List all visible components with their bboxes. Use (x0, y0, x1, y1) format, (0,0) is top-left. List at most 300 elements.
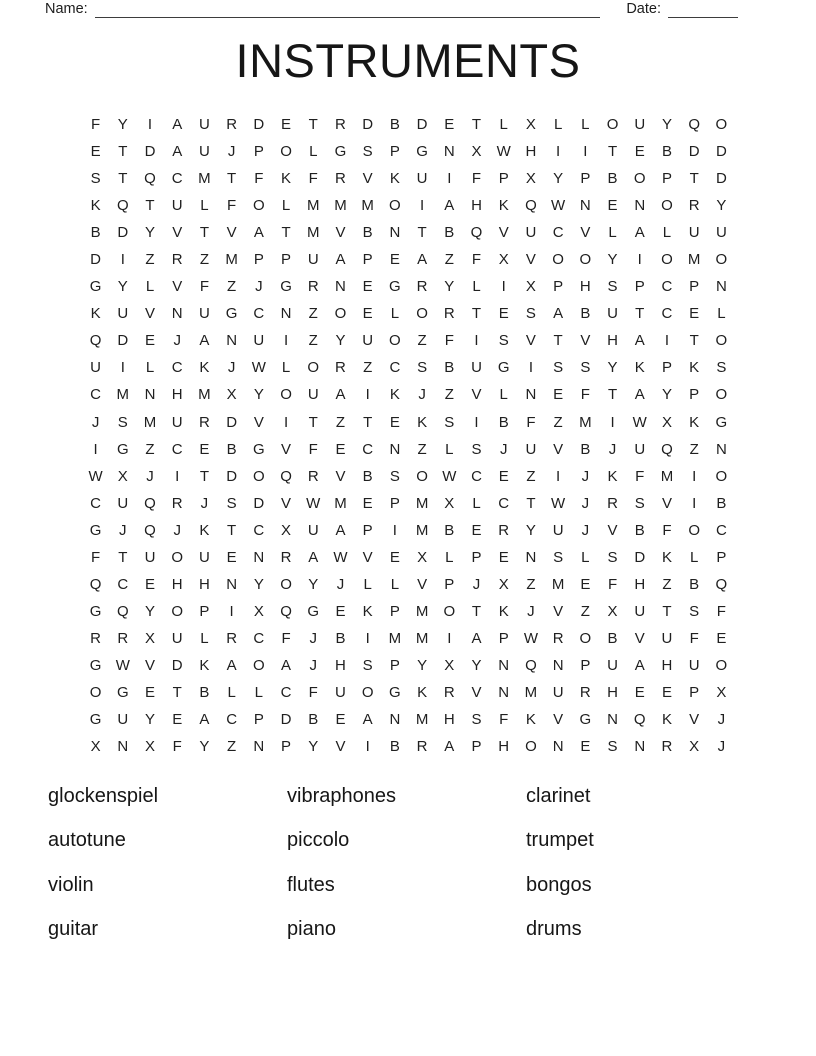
grid-letter: J (581, 521, 590, 539)
grid-letter: G (497, 359, 510, 377)
grid-letter: B (389, 738, 400, 756)
grid-letter: R (307, 467, 319, 485)
grid-letter: P (661, 170, 672, 188)
grid-letter: D (171, 656, 183, 674)
grid-letter: R (688, 197, 700, 215)
grid-letter: F (308, 440, 318, 458)
grid-letter: K (90, 197, 101, 215)
grid-letter: T (607, 386, 618, 404)
grid-letter: J (227, 359, 236, 377)
grid-letter: F (526, 413, 536, 431)
grid-letter: O (280, 386, 292, 404)
grid-letter: E (281, 116, 292, 134)
grid-letter: V (145, 656, 156, 674)
grid-letter: L (200, 629, 209, 647)
grid-letter: P (253, 143, 264, 161)
grid-letter: U (171, 413, 183, 431)
grid-letter: Y (308, 738, 319, 756)
grid-letter: A (253, 224, 264, 242)
grid-letter: U (307, 386, 319, 404)
grid-letter: S (607, 278, 618, 296)
grid-letter: J (499, 440, 508, 458)
grid-letter: O (661, 251, 673, 269)
grid-letter: R (607, 494, 618, 512)
grid-letter: L (200, 197, 209, 215)
grid-letter: U (362, 332, 374, 350)
grid-letter: X (253, 602, 264, 620)
name-label: Name: (45, 1, 88, 17)
grid-letter: V (661, 494, 672, 512)
grid-letter: J (336, 575, 345, 593)
grid-letter: D (144, 143, 156, 161)
grid-letter: V (553, 602, 564, 620)
grid-letter: X (226, 386, 237, 404)
grid-letter: O (715, 656, 728, 674)
grid-letter: U (90, 359, 102, 377)
grid-letter: J (200, 494, 209, 512)
grid-letter: T (199, 467, 210, 485)
grid-letter: L (690, 548, 699, 566)
grid-letter: T (118, 143, 128, 161)
grid-letter: S (417, 359, 428, 377)
grid-letter: F (689, 629, 699, 647)
grid-letter: P (634, 278, 645, 296)
grid-letter: W (251, 359, 266, 377)
grid-letter: L (499, 116, 508, 134)
grid-letter: G (253, 440, 265, 458)
grid-letter: I (447, 170, 452, 188)
grid-letter: S (498, 332, 509, 350)
grid-letter: C (90, 386, 102, 404)
grid-letter: C (253, 305, 265, 323)
grid-letter: B (689, 575, 700, 593)
grid-letter: Q (525, 197, 537, 215)
grid-letter: O (443, 602, 456, 620)
grid-letter: F (227, 197, 237, 215)
grid-letter: O (253, 656, 265, 674)
grid-letter: A (199, 332, 210, 350)
grid-letter: X (525, 170, 536, 188)
grid-letter: Q (661, 440, 673, 458)
grid-letter: E (145, 684, 156, 701)
grid-letter: C (362, 440, 374, 458)
grid-letter: B (389, 116, 400, 134)
grid-letter: Z (199, 251, 210, 269)
grid-letter: S (444, 413, 455, 431)
grid-letter: A (471, 629, 482, 647)
grid-letter: O (715, 467, 728, 485)
word-bank-item: piccolo (287, 829, 350, 852)
grid-letter: J (418, 386, 426, 404)
grid-letter: M (307, 197, 320, 215)
grid-letter: Z (227, 278, 237, 296)
grid-letter: J (227, 143, 236, 161)
grid-letter: Z (308, 305, 318, 323)
grid-letter: I (501, 278, 506, 296)
grid-letter: E (172, 711, 183, 729)
word-bank-item: vibraphones (287, 784, 396, 807)
grid-letter: C (661, 305, 673, 323)
grid-letter: R (416, 278, 428, 296)
grid-letter: P (498, 629, 509, 647)
grid-letter: I (556, 143, 561, 161)
grid-letter: E (444, 116, 455, 134)
grid-letter: C (389, 359, 401, 377)
grid-letter: J (255, 278, 263, 296)
grid-letter: A (634, 332, 645, 350)
grid-letter: U (634, 440, 646, 458)
grid-letter: A (172, 116, 183, 134)
grid-letter: N (280, 305, 292, 323)
grid-letter: I (610, 413, 615, 431)
grid-letter: L (309, 143, 318, 161)
grid-letter: L (390, 305, 400, 323)
grid-letter: I (583, 143, 588, 161)
grid-letter: A (634, 224, 645, 242)
grid-letter: T (553, 332, 563, 350)
grid-letter: J (119, 521, 127, 539)
grid-letter: A (634, 386, 645, 404)
grid-letter: Y (471, 656, 482, 674)
grid-letter: J (717, 711, 726, 729)
grid-letter: S (553, 548, 564, 566)
date-blank-line (668, 2, 738, 18)
word-bank-item: glockenspiel (48, 784, 159, 807)
grid-letter: R (498, 521, 510, 539)
grid-letter: Y (199, 738, 210, 756)
word-bank-item: trumpet (526, 829, 594, 852)
grid-letter: G (89, 711, 102, 729)
grid-letter: U (715, 224, 727, 242)
grid-letter: N (253, 738, 265, 756)
grid-letter: Z (689, 440, 699, 458)
grid-letter: O (416, 467, 428, 485)
grid-letter: U (607, 656, 618, 674)
grid-letter: H (634, 575, 646, 593)
grid-letter: B (634, 521, 645, 539)
grid-letter: B (444, 359, 455, 377)
grid-letter: X (716, 684, 727, 701)
grid-letter: K (417, 684, 428, 701)
grid-letter: L (445, 548, 454, 566)
grid-letter: H (335, 656, 346, 674)
grid-letter: W (306, 494, 321, 512)
grid-letter: Y (253, 386, 264, 404)
grid-letter: I (229, 602, 234, 620)
grid-letter: K (90, 305, 101, 323)
header (45, 1, 738, 18)
grid-letter: X (607, 602, 618, 620)
grid-letter: W (551, 494, 566, 512)
grid-letter: D (253, 116, 265, 134)
grid-letter: I (692, 494, 697, 512)
grid-letter: M (334, 197, 347, 215)
grid-letter: Q (116, 602, 129, 620)
grid-letter: G (307, 602, 320, 620)
grid-letter: G (416, 143, 428, 161)
grid-letter: W (523, 629, 539, 647)
grid-letter: J (608, 440, 617, 458)
grid-letter: N (634, 197, 646, 215)
grid-letter: F (580, 386, 590, 404)
grid-letter: W (115, 656, 130, 674)
word-bank-column (48, 774, 287, 952)
grid-letter: V (553, 711, 564, 729)
grid-letter: O (579, 629, 592, 647)
grid-letter: M (415, 629, 429, 647)
grid-letter: S (471, 711, 482, 729)
grid-letter: Y (253, 575, 264, 593)
grid-letter: T (227, 521, 237, 539)
grid-letter: A (444, 197, 455, 215)
grid-letter: T (689, 170, 699, 188)
grid-letter: G (116, 684, 129, 701)
grid-letter: X (90, 738, 101, 756)
grid-letter: M (660, 467, 674, 485)
grid-letter: Y (417, 656, 428, 674)
grid-letter: P (716, 548, 727, 566)
grid-letter: R (579, 684, 591, 701)
grid-letter: I (120, 251, 125, 269)
grid-letter: M (579, 413, 592, 431)
grid-letter: V (226, 224, 237, 242)
grid-letter: X (444, 494, 455, 512)
grid-letter: J (309, 629, 318, 647)
grid-letter: D (416, 116, 428, 134)
grid-letter: N (171, 305, 183, 323)
grid-letter: V (253, 413, 264, 431)
grid-letter: P (362, 521, 373, 539)
grid-letter: P (471, 548, 482, 566)
grid-letter: Z (363, 359, 373, 377)
grid-letter: E (145, 575, 156, 593)
grid-letter: U (199, 548, 210, 566)
grid-letter: C (90, 494, 102, 512)
grid-letter: A (335, 521, 346, 539)
grid-letter: U (117, 711, 129, 729)
grid-letter: T (471, 602, 482, 620)
grid-letter: K (689, 413, 700, 431)
grid-letter: B (335, 629, 346, 647)
grid-letter: R (90, 629, 102, 647)
grid-letter: L (662, 224, 672, 242)
grid-letter: O (661, 197, 673, 215)
grid-letter: I (93, 440, 98, 458)
grid-letter: G (389, 278, 401, 296)
grid-letter: M (524, 684, 538, 701)
grid-letter: I (474, 413, 479, 431)
grid-letter: R (552, 629, 564, 647)
grid-letter: U (661, 629, 673, 647)
grid-letter: C (171, 440, 183, 458)
grid-letter: N (335, 278, 346, 296)
grid-letter: N (715, 278, 727, 296)
grid-letter: Y (716, 197, 727, 215)
grid-letter: R (117, 629, 129, 647)
grid-letter: V (281, 494, 292, 512)
grid-letter: U (416, 170, 428, 188)
grid-letter: W (442, 467, 457, 485)
grid-letter: C (280, 684, 292, 701)
grid-letter: Z (662, 575, 672, 593)
grid-letter: J (581, 467, 590, 485)
grid-letter: J (309, 656, 318, 674)
grid-letter: R (226, 116, 238, 134)
grid-letter: O (361, 684, 374, 701)
grid-letter: Z (444, 386, 454, 404)
grid-letter: U (688, 656, 700, 674)
grid-letter: I (692, 467, 697, 485)
grid-letter: P (661, 359, 672, 377)
grid-letter: U (117, 305, 129, 323)
page-title: INSTRUMENTS (235, 34, 581, 87)
grid-letter: F (635, 467, 645, 485)
grid-letter: E (689, 305, 700, 323)
grid-letter: V (362, 170, 373, 188)
name-blank-line (95, 2, 601, 18)
grid-letter: Q (116, 197, 129, 215)
grid-letter: P (389, 143, 400, 161)
grid-letter: V (525, 332, 536, 350)
grid-letter: M (334, 494, 347, 512)
grid-letter: J (173, 521, 181, 539)
grid-letter: W (333, 548, 348, 566)
grid-letter: R (171, 494, 183, 512)
grid-letter: S (607, 548, 618, 566)
grid-letter: Q (525, 656, 537, 674)
grid-letter: N (498, 656, 510, 674)
grid-letter: D (362, 116, 374, 134)
grid-letter: B (716, 494, 727, 512)
grid-letter: A (634, 656, 645, 674)
grid-letter: N (525, 548, 537, 566)
grid-letter: Y (661, 386, 672, 404)
grid-letter: T (308, 413, 318, 431)
grid-letter: N (253, 548, 265, 566)
grid-letter: K (199, 521, 210, 539)
word-bank-item: autotune (48, 829, 126, 852)
grid-letter: V (362, 548, 373, 566)
word-bank-item: bongos (526, 873, 592, 896)
grid-letter: A (335, 386, 346, 404)
grid-letter: S (389, 467, 400, 485)
grid-letter: R (335, 170, 346, 188)
grid-letter: H (171, 575, 183, 593)
grid-letter: N (607, 711, 618, 729)
grid-letter: I (365, 738, 370, 756)
grid-letter: Y (308, 575, 319, 593)
grid-letter: K (525, 711, 536, 729)
grid-letter: Y (525, 521, 536, 539)
word-bank (48, 774, 765, 952)
grid-letter: V (634, 629, 645, 647)
grid-letter: I (474, 332, 479, 350)
grid-letter: D (90, 251, 102, 269)
grid-letter: T (227, 170, 237, 188)
grid-letter: X (417, 548, 428, 566)
grid-letter: V (281, 440, 292, 458)
grid-letter: I (556, 467, 561, 485)
word-bank-item: piano (287, 918, 336, 941)
grid-letter: H (579, 278, 591, 296)
grid-letter: P (689, 684, 700, 701)
grid-letter: T (635, 305, 645, 323)
grid-letter: P (580, 170, 591, 188)
grid-letter: Q (89, 332, 102, 350)
grid-letter: M (307, 224, 320, 242)
grid-letter: P (471, 738, 482, 756)
grid-letter: B (308, 711, 319, 729)
grid-letter: G (389, 684, 401, 701)
grid-letter: L (363, 575, 372, 593)
grid-letter: C (471, 467, 482, 485)
grid-letter: B (498, 413, 509, 431)
grid-letter: S (226, 494, 237, 512)
grid-letter: F (716, 602, 726, 620)
grid-letter: T (417, 224, 427, 242)
grid-letter: P (689, 278, 700, 296)
grid-letter: R (171, 251, 183, 269)
grid-letter: A (417, 251, 428, 269)
grid-letter: K (498, 197, 509, 215)
grid-letter: V (498, 224, 509, 242)
grid-letter: F (662, 521, 672, 539)
grid-letter: L (145, 278, 155, 296)
grid-letter: Y (335, 332, 346, 350)
grid-letter: B (444, 521, 455, 539)
grid-letter: C (253, 629, 265, 647)
grid-letter: T (363, 413, 373, 431)
grid-letter: G (116, 440, 129, 458)
grid-letter: Q (470, 224, 483, 242)
grid-letter: I (365, 386, 370, 404)
grid-letter: O (715, 116, 728, 134)
grid-letter: R (443, 305, 455, 323)
grid-letter: O (171, 602, 184, 620)
grid-letter: I (420, 197, 425, 215)
grid-letter: U (471, 359, 482, 377)
grid-letter: Z (580, 602, 590, 620)
grid-letter: D (280, 711, 292, 729)
word-bank-column (287, 774, 526, 952)
grid-letter: B (607, 170, 618, 188)
grid-letter: U (117, 494, 129, 512)
grid-letter: Z (145, 251, 155, 269)
grid-letter: T (689, 332, 699, 350)
grid-letter: E (498, 467, 509, 485)
grid-letter: X (471, 143, 482, 161)
grid-letter: Q (144, 521, 156, 539)
grid-letter: D (715, 170, 727, 188)
grid-letter: D (117, 332, 129, 350)
grid-letter: O (525, 738, 537, 756)
grid-letter: V (417, 575, 428, 593)
grid-letter: O (334, 305, 347, 323)
grid-letter: Y (553, 170, 564, 188)
grid-letter: O (280, 143, 292, 161)
grid-letter: I (120, 359, 125, 377)
grid-letter: K (199, 656, 210, 674)
grid-letter: I (283, 413, 289, 431)
grid-letter: V (471, 386, 482, 404)
grid-letter: L (581, 548, 590, 566)
grid-letter: I (392, 521, 397, 539)
grid-letter: U (634, 602, 646, 620)
grid-letter: T (172, 684, 182, 701)
grid-letter: Z (526, 467, 536, 485)
grid-letter: H (443, 711, 455, 729)
grid-letter: P (444, 575, 455, 593)
